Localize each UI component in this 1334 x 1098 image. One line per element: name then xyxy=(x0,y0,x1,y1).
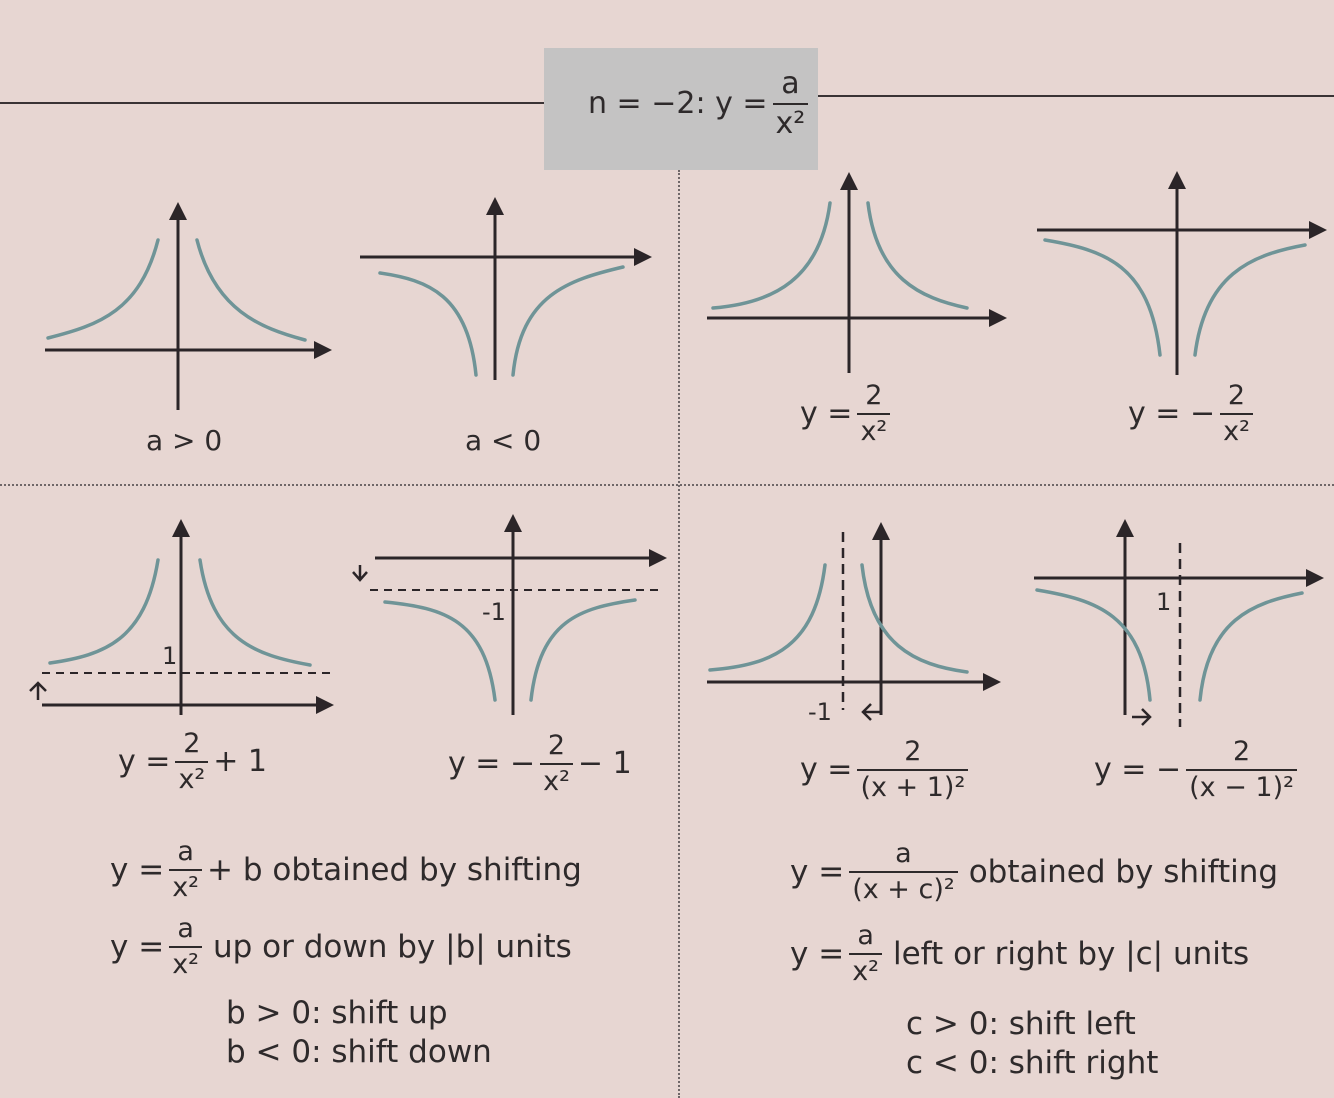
label-shift-right xyxy=(1094,738,1302,803)
rule-text: up or down by |b| units xyxy=(213,928,572,965)
label-neg-2-over-x-squared xyxy=(1128,382,1258,447)
eq-fraction xyxy=(1220,382,1253,447)
header-rule-right xyxy=(818,95,1334,97)
rule-text: left or right by |c| units xyxy=(893,935,1250,972)
eq-prefix: y = − xyxy=(448,746,536,782)
eq-fraction xyxy=(857,738,968,803)
eq-numerator: 2 xyxy=(904,736,922,767)
title-prefix: n = −2: y = xyxy=(588,85,768,121)
graph-a-negative xyxy=(358,195,658,395)
eq-numerator: 2 xyxy=(183,728,201,759)
rule-prefix: y = xyxy=(110,851,165,888)
left-rule-row-1 xyxy=(110,838,582,903)
marker-shift-up: 1 xyxy=(162,642,178,670)
title-fraction xyxy=(773,68,809,139)
title-denominator: x² xyxy=(773,103,809,140)
graph-a-positive xyxy=(40,200,340,440)
vertical-divider xyxy=(678,170,680,1098)
right-cond-right: c < 0: shift right xyxy=(906,1045,1159,1081)
page-title xyxy=(588,68,813,139)
title-numerator: a xyxy=(781,66,800,101)
label-shift-left xyxy=(800,738,973,803)
left-rule-row-2 xyxy=(110,915,572,980)
rule-fraction xyxy=(169,838,202,903)
label-shift-up xyxy=(118,730,267,795)
left-cond-down: b < 0: shift down xyxy=(226,1034,492,1070)
rule-numerator: a xyxy=(895,838,912,869)
rule-denominator: x² xyxy=(169,946,202,979)
rule-fraction xyxy=(849,922,882,987)
graph-shift-right xyxy=(1032,515,1334,735)
eq-prefix: y = xyxy=(800,752,853,788)
eq-numerator: 2 xyxy=(1227,380,1246,411)
rule-numerator: a xyxy=(857,920,874,951)
marker-shift-left: -1 xyxy=(808,698,832,726)
eq-numerator: 2 xyxy=(865,380,883,411)
eq-fraction xyxy=(175,730,208,795)
graph-shift-up xyxy=(20,515,340,745)
graph-neg-2-over-x-squared xyxy=(1035,165,1334,385)
label-a-negative: a < 0 xyxy=(465,424,542,457)
left-cond-up: b > 0: shift up xyxy=(226,995,448,1031)
eq-prefix: y = − xyxy=(1094,752,1182,788)
rule-denominator: (x + c)² xyxy=(849,871,958,904)
eq-numerator: 2 xyxy=(1232,736,1251,767)
rule-text: + b obtained by shifting xyxy=(207,851,582,888)
eq-prefix: y = xyxy=(800,396,853,432)
rule-denominator: x² xyxy=(169,869,202,902)
rule-fraction xyxy=(169,915,202,980)
eq-fraction xyxy=(540,732,573,797)
rule-prefix: y = xyxy=(110,928,165,965)
eq-denominator: x² xyxy=(857,413,890,446)
right-rule-row-1 xyxy=(790,840,1278,905)
eq-denominator: x² xyxy=(1220,413,1253,446)
eq-denominator: x² xyxy=(175,761,208,794)
label-2-over-x-squared xyxy=(800,382,895,447)
rule-numerator: a xyxy=(177,913,194,944)
right-rule-row-2 xyxy=(790,922,1249,987)
graph-shift-left xyxy=(705,520,1015,735)
rule-fraction xyxy=(849,840,958,905)
eq-fraction xyxy=(1186,738,1297,803)
rule-prefix: y = xyxy=(790,935,845,972)
rule-denominator: x² xyxy=(849,953,882,986)
eq-denominator: (x − 1)² xyxy=(1186,769,1297,802)
eq-prefix: y = − xyxy=(1128,396,1216,432)
eq-denominator: (x + 1)² xyxy=(857,769,968,802)
marker-shift-down: -1 xyxy=(482,598,506,626)
rule-numerator: a xyxy=(177,836,194,867)
horizontal-divider xyxy=(0,484,1334,486)
eq-prefix: y = xyxy=(118,744,171,780)
graph-2-over-x-squared xyxy=(705,168,1015,398)
label-a-positive: a > 0 xyxy=(146,424,223,457)
rule-prefix: y = xyxy=(790,853,845,890)
marker-shift-right: 1 xyxy=(1156,588,1172,616)
eq-denominator: x² xyxy=(540,763,573,796)
rule-text: obtained by shifting xyxy=(968,853,1279,890)
header-rule-left xyxy=(0,102,544,104)
label-shift-down xyxy=(448,732,632,797)
eq-fraction xyxy=(857,382,890,447)
eq-suffix: + 1 xyxy=(213,744,268,780)
right-cond-left: c > 0: shift left xyxy=(906,1006,1136,1042)
eq-suffix: − 1 xyxy=(577,746,632,782)
eq-numerator: 2 xyxy=(547,730,566,761)
